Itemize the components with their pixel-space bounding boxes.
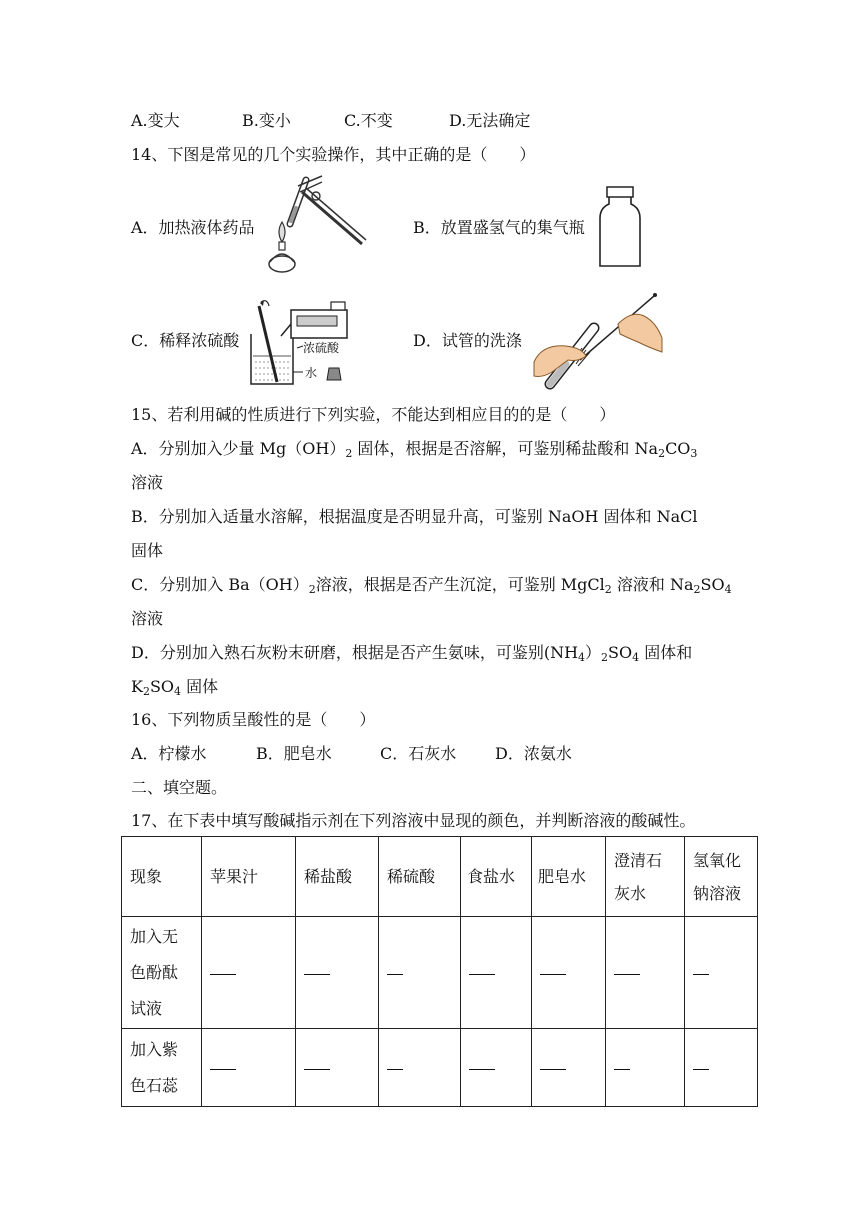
table-header-cell: 澄清石灰水: [606, 837, 685, 917]
row-label: 加入无色酚酞试液: [122, 917, 202, 1029]
q15-option-b-cont: 固体: [131, 541, 164, 560]
diagram-label-water: 水: [305, 366, 318, 380]
q14-option-a: A．加热液体药品: [131, 218, 255, 237]
q16-option-d: D．浓氨水: [495, 744, 572, 763]
q15-option-d: D．分别加入熟石灰粉末研磨，根据是否产生氨味，可鉴别$(NH_4)_2SO_4$ 固体和: [131, 643, 693, 664]
answer-blank[interactable]: [296, 917, 379, 1029]
heating-liquid-test-tube-icon: [262, 172, 372, 280]
indicator-table: [121, 836, 758, 1107]
q16-option-b: B．肥皂水: [256, 744, 332, 763]
q14-option-b: B．放置盛氢气的集气瓶: [413, 218, 585, 237]
answer-blank[interactable]: [532, 917, 606, 1029]
table-header-cell: 现象: [122, 837, 202, 917]
answer-blank[interactable]: [379, 917, 461, 1029]
answer-blank[interactable]: [532, 1029, 606, 1107]
row-label: 加入紫色石蕊: [122, 1029, 202, 1107]
table-header-cell: 稀盐酸: [296, 837, 379, 917]
q15-option-a: A．分别加入少量 $Mg(OH)_2$ 固体，根据是否溶解，可鉴别稀盐酸和 $Na_2CO_3$: [131, 439, 698, 460]
gas-collecting-bottle-icon: [598, 186, 642, 268]
table-header-cell: 肥皂水: [532, 837, 606, 917]
q13-option-a: A.变大: [131, 111, 180, 130]
q14-option-c: C．稀释浓硫酸: [131, 331, 240, 350]
q13-option-d: D.无法确定: [449, 111, 531, 130]
q15-option-c: C．分别加入 $Ba(OH)_2$溶液，根据是否产生沉淀，可鉴别 MgCl$_2$ 溶液和 $Na_2SO_4$: [131, 575, 732, 596]
table-row: [122, 1029, 758, 1107]
table-header-cell: 氢氧化钠溶液: [685, 837, 758, 917]
answer-blank[interactable]: [685, 1029, 758, 1107]
answer-blank[interactable]: [461, 917, 532, 1029]
table-header-cell: 食盐水: [461, 837, 532, 917]
q15-stem: 15、若利用碱的性质进行下列实验，不能达到相应目的的是（ ）: [131, 405, 616, 424]
answer-blank[interactable]: [685, 917, 758, 1029]
q14-option-d: D．试管的洗涤: [413, 331, 522, 350]
answer-blank[interactable]: [606, 1029, 685, 1107]
answer-blank[interactable]: [606, 917, 685, 1029]
table-header-cell: 稀硫酸: [379, 837, 461, 917]
q13-option-b: B.变小: [242, 111, 291, 130]
washing-test-tube-icon: [532, 292, 664, 392]
q15-option-a-cont: 溶液: [131, 473, 164, 492]
table-header-cell: 苹果汁: [202, 837, 296, 917]
section-heading-fill-in: 二、填空题。: [131, 778, 228, 797]
q15-option-c-cont: 溶液: [131, 609, 164, 628]
answer-blank[interactable]: [296, 1029, 379, 1107]
answer-blank[interactable]: [379, 1029, 461, 1107]
table-header-row: [122, 837, 758, 917]
q15-option-d-cont: $K_2SO_4$ 固体: [131, 677, 219, 698]
q16-stem: 16、下列物质呈酸性的是（ ）: [131, 710, 376, 729]
answer-blank[interactable]: [202, 1029, 296, 1107]
q16-option-c: C．石灰水: [380, 744, 457, 763]
q15-option-b: B．分别加入适量水溶解，根据温度是否明显升高，可鉴别 NaOH 固体和 NaCl: [131, 507, 698, 526]
q13-option-c: C.不变: [344, 111, 393, 130]
answer-blank[interactable]: [461, 1029, 532, 1107]
q16-option-a: A．柠檬水: [131, 744, 207, 763]
diagram-label-concentrated-acid: 浓硫酸: [303, 341, 340, 355]
q14-stem: 14、下图是常见的几个实验操作，其中正确的是（ ）: [131, 145, 536, 164]
diluting-sulfuric-acid-icon: [247, 296, 359, 388]
table-row: [122, 917, 758, 1029]
answer-blank[interactable]: [202, 917, 296, 1029]
q17-stem: 17、在下表中填写酸碱指示剂在下列溶液中显现的颜色，并判断溶液的酸碱性。: [131, 811, 696, 830]
